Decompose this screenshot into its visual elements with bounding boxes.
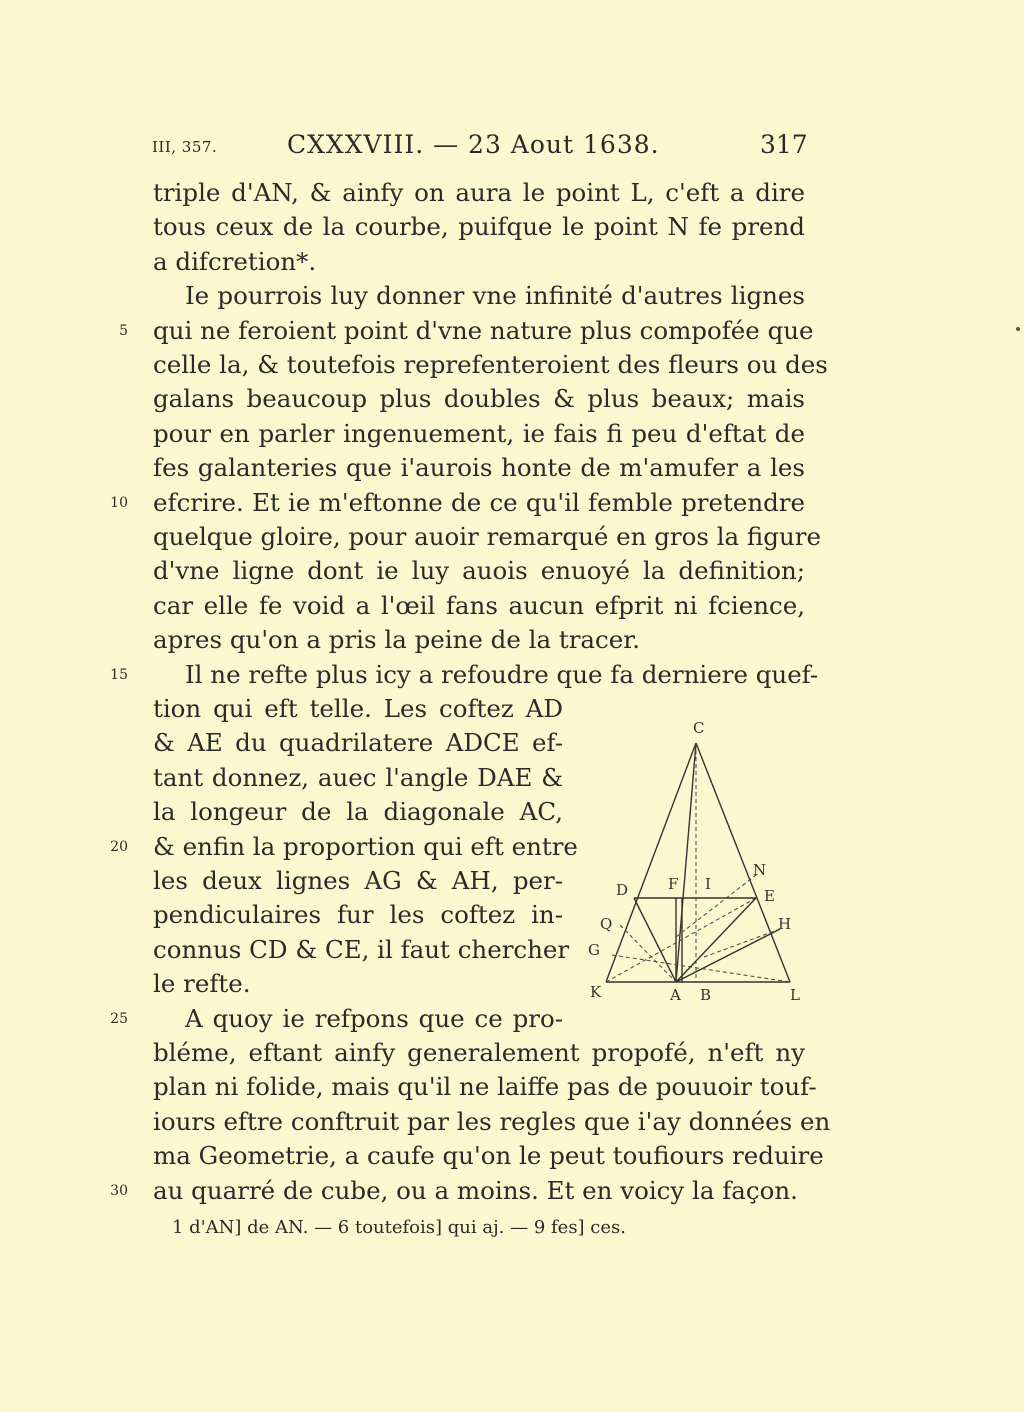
dashed-an bbox=[676, 875, 756, 937]
figure-svg bbox=[584, 715, 814, 1005]
label-a: A bbox=[670, 986, 681, 1004]
label-q: Q bbox=[600, 915, 613, 933]
label-g: G bbox=[588, 941, 600, 959]
text-line: car elle fe void a l'œil fans aucun efprit ni fcience, bbox=[153, 591, 805, 620]
text-line: connus CD & CE, il faut chercher bbox=[153, 935, 570, 964]
label-i: I bbox=[705, 875, 711, 893]
text-line: a difcretion*. bbox=[153, 247, 317, 276]
label-n: N bbox=[753, 861, 767, 879]
text-line: galans beaucoup plus doubles & plus beaux; mais bbox=[153, 384, 805, 413]
dashed-bh bbox=[704, 929, 780, 957]
label-l: L bbox=[790, 986, 800, 1004]
dashed-ke bbox=[606, 898, 756, 982]
text-line: celle la, & toutefois reprefenteroient des fleurs ou des bbox=[153, 350, 828, 379]
text-line: & AE du quadrilatere ADCE ef- bbox=[153, 728, 563, 757]
label-b: B bbox=[700, 986, 712, 1004]
line-number: 15 bbox=[110, 667, 128, 683]
text-line: les deux lignes AG & AH, per- bbox=[153, 866, 563, 895]
footnote: 1 d'AN] de AN. — 6 toutefois] qui aj. — 9 fes] ces. bbox=[172, 1217, 626, 1238]
line-number: 10 bbox=[110, 495, 128, 511]
text-line: bléme, eftant ainfy generalement propofé, n'eft ny bbox=[153, 1038, 805, 1067]
text-line: d'vne ligne dont ie luy auois enuoyé la definition; bbox=[153, 556, 805, 585]
text-line: plan ni folide, mais qu'il ne laiffe pas de pouuoir touf- bbox=[153, 1072, 817, 1101]
text-line: efcrire. Et ie m'eftonne de ce qu'il femble pretendre bbox=[153, 488, 805, 517]
text-line: tion qui eft telle. Les coftez AD bbox=[153, 694, 563, 723]
geometric-figure bbox=[584, 715, 814, 1005]
text-line: apres qu'on a pris la peine de la tracer. bbox=[153, 625, 641, 654]
text-line: au quarré de cube, ou a moins. Et en voicy la façon. bbox=[153, 1176, 798, 1205]
text-line: quelque gloire, pour auoir remarqué en gros la figure bbox=[153, 522, 821, 551]
text-line: pendiculaires fur les coftez in- bbox=[153, 900, 563, 929]
label-k: K bbox=[590, 983, 602, 1001]
label-d: D bbox=[616, 881, 629, 899]
line-number: 20 bbox=[110, 839, 128, 855]
text-line: le refte. bbox=[153, 969, 251, 998]
text-line: iours eftre conftruit par les regles que i'ay données en bbox=[153, 1107, 831, 1136]
line-number: 25 bbox=[110, 1011, 128, 1027]
line-ad bbox=[634, 898, 676, 982]
line-ae bbox=[676, 898, 756, 982]
text-line: & enfin la proportion qui eft entre bbox=[153, 832, 578, 861]
label-e: E bbox=[764, 887, 775, 905]
dashed-qa bbox=[620, 925, 676, 982]
text-line: fes galanteries que i'aurois honte de m'amufer a les bbox=[153, 453, 805, 482]
text-line: A quoy ie refpons que ce pro- bbox=[185, 1004, 563, 1033]
text-line: Ie pourrois luy donner vne infinité d'autres lignes bbox=[185, 281, 805, 310]
label-c: C bbox=[693, 719, 705, 737]
text-line: qui ne feroient point d'vne nature plus compofée que bbox=[153, 316, 814, 345]
line-number: 30 bbox=[110, 1183, 128, 1199]
running-header bbox=[0, 130, 1024, 170]
text-line: Il ne refte plus icy a refoudre que fa derniere quef- bbox=[185, 660, 819, 689]
letter-title: CXXXVIII. — 23 Aout 1638. bbox=[287, 130, 660, 159]
label-f: F bbox=[668, 875, 679, 893]
line-ac bbox=[676, 743, 696, 982]
margin-dot bbox=[1016, 327, 1020, 331]
line-number: 5 bbox=[119, 323, 128, 339]
text-line: pour en parler ingenuement, ie fais fi peu d'eftat de bbox=[153, 419, 805, 448]
text-line: triple d'AN, & ainfy on aura le point L, c'eft a dire bbox=[153, 178, 805, 207]
text-line: tous ceux de la courbe, puifque le point N fe prend bbox=[153, 212, 805, 241]
label-h: H bbox=[778, 915, 792, 933]
text-line: la longeur de la diagonale AC, bbox=[153, 797, 563, 826]
line-ah bbox=[676, 929, 780, 982]
text-line: ma Geometrie, a caufe qu'on le peut toufiours reduire bbox=[153, 1141, 824, 1170]
volume-reference: III, 357. bbox=[152, 138, 218, 156]
text-line: tant donnez, auec l'angle DAE & bbox=[153, 763, 563, 792]
page-number: 317 bbox=[760, 130, 808, 159]
